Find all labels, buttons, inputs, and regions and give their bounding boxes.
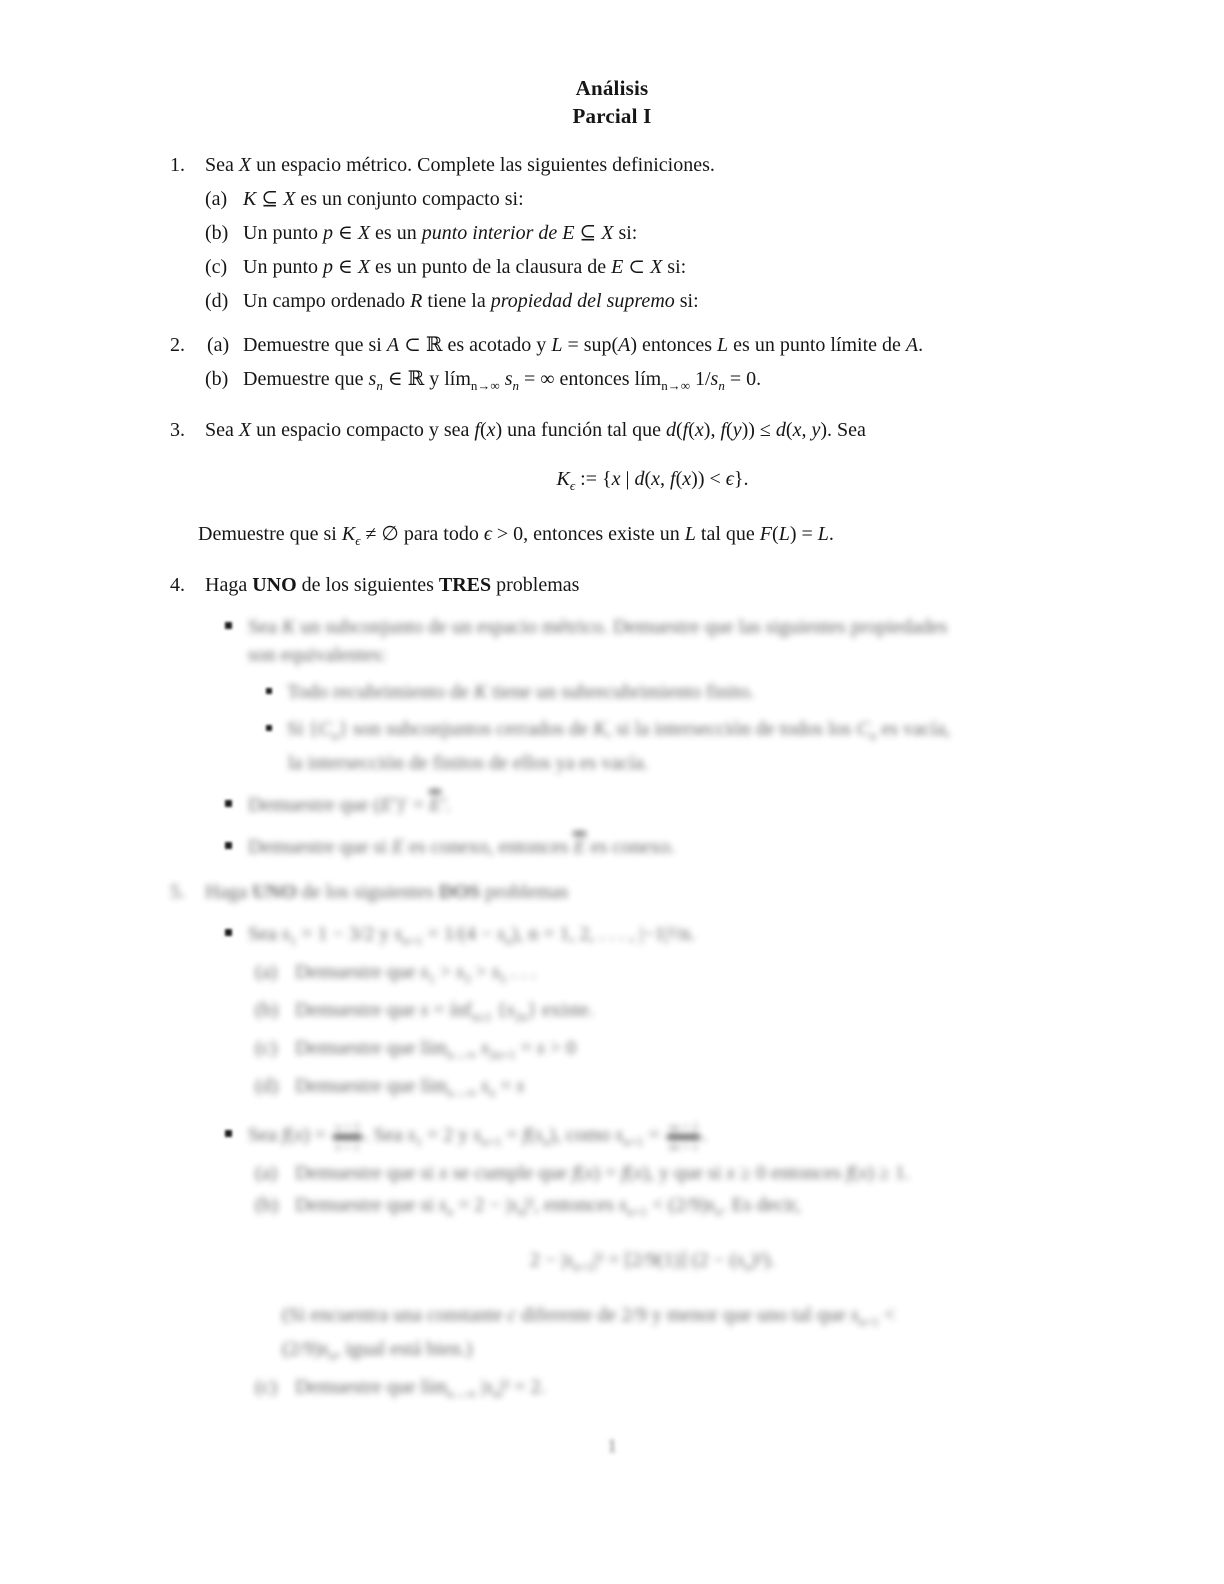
fraction-mark <box>667 1121 700 1152</box>
line-text: Sea f(x) = $\frac{x + 2}{x + 1}$ . Sea $s_1 = 2$ y $s_{n+1} = f(s_n)$, como $s_{n+1}$ = $\frac{sn + 2}{sn + 1}$ . <box>248 1120 708 1153</box>
problem-2a <box>0 332 1224 359</box>
line-label: (a) <box>255 1162 278 1185</box>
subbullet-square-icon <box>266 725 272 731</box>
fraction-mark <box>333 1121 362 1152</box>
blurred-5-bullet-2 <box>0 1121 1224 1155</box>
problem-4 <box>0 572 1224 599</box>
blurred-5-equation <box>0 1247 1100 1280</box>
line-text: Un campo ordenado R tiene la propiedad del supremo si: <box>243 290 699 312</box>
line-label: (b) <box>205 368 229 390</box>
blurred-4-bullet-1-line-1 <box>0 614 1224 641</box>
line-text: $2 - |s_{n+1}|^2 = [2/9(1)] (2 - (s_n)^2)$. <box>529 1249 776 1275</box>
line-label: 3. <box>170 419 185 441</box>
blurred-5-1d <box>0 1073 1224 1106</box>
blurred-5-1a <box>0 959 1224 992</box>
line-text: Demuestre que lím$_{n\to\infty}$ $s_{2n+1} = s > 0$ <box>295 1037 576 1062</box>
blurred-5-1b <box>0 997 1224 1030</box>
line-label: (b) <box>205 222 229 244</box>
line-label: (a) <box>255 961 278 983</box>
line-sublabel: (a) <box>207 334 230 356</box>
problem-1c <box>0 254 1224 281</box>
fraction-numerator: sn + 2 <box>668 1120 699 1134</box>
fraction-denominator: x + 1 <box>334 1138 360 1153</box>
line-text: Sea K un subconjunto de un espacio métrico. Demuestre que las siguientes propiedades <box>248 616 948 638</box>
blurred-4-bullet-1-line-2 <box>0 642 1224 669</box>
line-label: 1. <box>170 154 185 176</box>
blurred-problem-5 <box>0 879 1224 906</box>
line-text: Sea X un espacio compacto y sea f(x) una función tal que d(f(x), f(y)) ≤ d(x, y). Sea <box>205 419 866 441</box>
line-text: Haga UNO de los siguientes TRES problemas <box>205 574 580 596</box>
bullet-square-icon <box>225 622 232 629</box>
line-text: Si $\{C_\alpha\}$ son subconjuntos cerrados de K, si la intersección de todos los $C_\alpha$ es vacía, <box>287 718 951 743</box>
blurred-5-2b <box>0 1192 1224 1225</box>
line-text: Sea $s_1 = 1 - 3/2$ y $s_{n+1} = 1/(4 - s_n)$, n = 1, 2, . . . , |−1|²/n. <box>248 923 696 948</box>
problem-2b <box>0 366 1224 399</box>
line-text: Demuestre que si A ⊂ ℝ es acotado y L = sup(A) entonces L es un punto límite de A. <box>243 334 924 356</box>
blurred-5-note-line-2 <box>0 1336 1224 1369</box>
line-text: Demuestre que $s_n$ ∈ ℝ y lím$_{n\to\infty}$ $s_n$ = ∞ entonces lím$_{n\to\infty}$ $1/s_n = 0$. <box>243 368 762 393</box>
line-label: (c) <box>205 256 228 278</box>
line-text: son equivalentes: <box>248 644 387 666</box>
line-text: Demuestre que lím$_{n\to\infty}$ $|s_n|^2 = 2$. <box>295 1376 546 1402</box>
title-block <box>0 0 1224 130</box>
document-title: Análisis <box>575 76 649 100</box>
line-label: 5. <box>170 881 185 903</box>
problem-1a <box>0 186 1224 213</box>
blurred-4-subbullet-2-line-1 <box>0 716 1224 749</box>
bullet-square-icon <box>225 1130 232 1137</box>
blurred-4-bullet-2 <box>0 792 1224 819</box>
line-label: (c) <box>255 1037 278 1059</box>
blurred-5-2a <box>0 1160 1224 1187</box>
problem-3-continuation <box>0 521 1224 554</box>
bullet-square-icon <box>225 800 232 807</box>
fraction-numerator: x + 2 <box>334 1120 360 1134</box>
line-text: Demuestre que si $K_\epsilon$ ≠ ∅ para todo ϵ > 0, entonces existe un L tal que F(L) = L. <box>198 523 834 548</box>
line-label: 4. <box>170 574 185 596</box>
subbullet-square-icon <box>266 688 272 694</box>
line-text: Un punto p ∈ X es un punto interior de E ⊆ X si: <box>243 222 638 244</box>
problem-1 <box>0 152 1224 179</box>
line-label: 2. <box>170 334 185 356</box>
bullet-square-icon <box>225 842 232 849</box>
line-label: (b) <box>255 1194 279 1217</box>
line-text: Sea X un espacio métrico. Complete las siguientes definiciones. <box>205 154 715 176</box>
line-label: (d) <box>205 290 229 312</box>
line-text: Un punto p ∈ X es un punto de la clausura de E ⊂ X si: <box>243 256 687 278</box>
line-text: Demuestre que $s_1 > s_3 > s_5$ . . . <box>295 961 536 986</box>
line-text: Demuestre que si E es conexo, entonces E es conexo. <box>248 836 675 858</box>
blurred-4-subbullet-2-line-2 <box>0 750 1224 777</box>
blurred-5-bullet-1 <box>0 921 1224 954</box>
line-label: (c) <box>255 1376 278 1399</box>
problem-1d <box>0 288 1224 315</box>
equation-K-epsilon <box>0 466 1100 499</box>
document-subtitle: Parcial I <box>572 104 652 128</box>
blurred-5-2c <box>0 1374 1224 1407</box>
line-text: Haga UNO de los siguientes DOS problemas <box>205 881 569 903</box>
blurred-5-note-line-1 <box>0 1302 1224 1335</box>
line-text: Demuestre que (E′)′ = E′. <box>248 794 451 816</box>
line-label: (b) <box>255 999 279 1021</box>
line-label: (d) <box>255 1075 279 1097</box>
page-number: 1 <box>607 1436 617 1457</box>
line-text: Demuestre que s = ínf$_{n\ge 1}$ $\{s_{2n}\}$ existe. <box>295 999 594 1024</box>
problem-1b <box>0 220 1224 247</box>
fraction-bar <box>667 1135 700 1139</box>
blurred-4-subbullet-1 <box>0 679 1224 706</box>
line-text: la intersección de finitos de ellos ya es vacía. <box>288 752 649 774</box>
line-text: Todo recubrimiento de K tiene un subrecubrimiento finito. <box>287 681 755 703</box>
bullet-square-icon <box>225 929 232 936</box>
blurred-4-bullet-3 <box>0 834 1224 861</box>
line-text: Demuestre que si $s_n = 2 - |s_n|^2$, entonces $s_{n+1} < (2/9)s_n$. Es decir, <box>295 1194 801 1220</box>
line-text: (Si encuentra una constante c diferente de 2/9 y menor que uno tal que $s_{n+1}$ < <box>282 1304 896 1330</box>
line-text: Demuestre que si x se cumple que f(x) = f(x), y que si x ≥ 0 entonces f(x) ≥ 1. <box>295 1162 910 1185</box>
fraction-denominator: sn + 1 <box>668 1138 699 1153</box>
line-text: K ⊆ X es un conjunto compacto si: <box>243 188 524 210</box>
document-body <box>0 152 1224 1407</box>
problem-3 <box>0 417 1224 444</box>
line-text: Demuestre que lím$_{n\to\infty}$ $s_n = s$ <box>295 1075 525 1100</box>
line-text: $(2/9)s_n$, igual está bien.) <box>282 1338 473 1364</box>
fraction-bar <box>333 1135 362 1139</box>
blurred-5-1c <box>0 1035 1224 1068</box>
line-label: (a) <box>205 188 228 210</box>
line-text: $K_\epsilon$ := {x | d(x, f(x)) < ϵ}. <box>556 468 749 493</box>
